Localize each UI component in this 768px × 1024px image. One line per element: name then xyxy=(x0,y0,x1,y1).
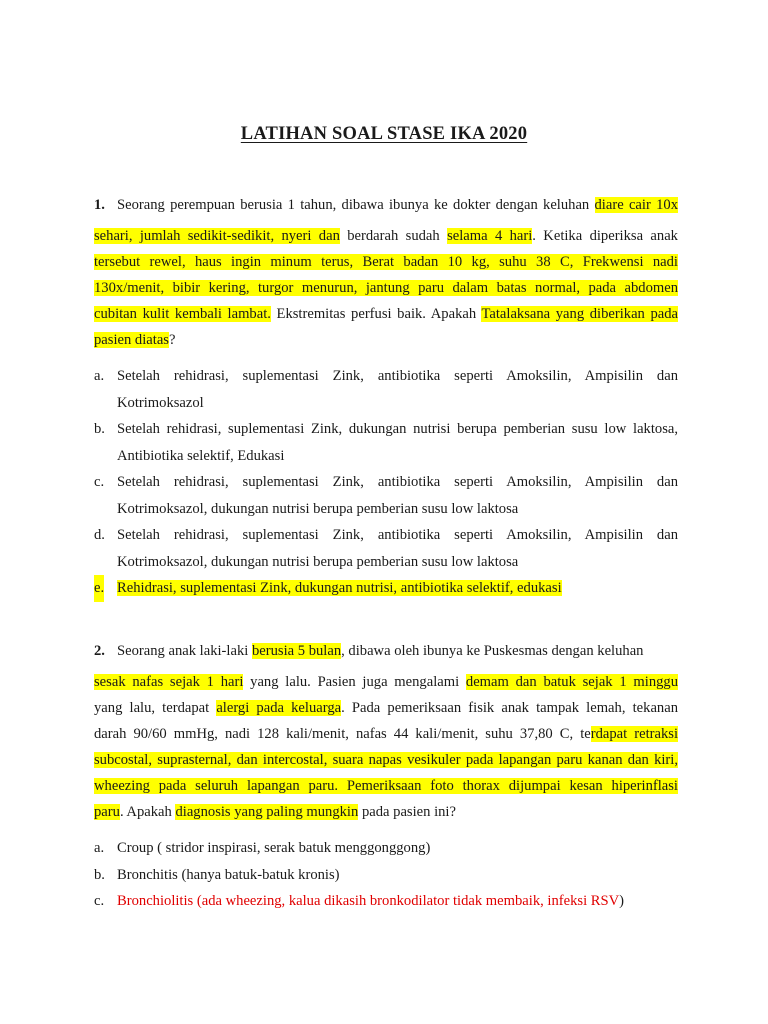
q1-highlight: tersebut rewel, haus ingin minum terus, Berat badan 10 kg, suhu 38 C, Frekwensi nadi xyxy=(94,254,678,270)
q2-highlight: sesak nafas sejak 1 hari xyxy=(94,674,244,690)
q1-line-5: cubitan kulit kembali lambat. Ekstremitas perfusi baik. Apakah Tatalaksana yang diberikan pada xyxy=(94,306,679,322)
q1-option-c[interactable]: c. Setelah rehidrasi, suplementasi Zink, antibiotika seperti Amoksilin, Ampisilin dan Kotrimoksazol, dukungan nutrisi berupa pemberian susu low laktosa xyxy=(94,474,678,517)
q1-option-e[interactable]: e. Rehidrasi, suplementasi Zink, dukungan nutrisi, antibiotika selektif, edukasi xyxy=(94,575,678,602)
q1-line-1: 1. Seorang perempuan berusia 1 tahun, dibawa ibunya ke dokter dengan keluhan diare cair 10x xyxy=(94,192,678,218)
q1-line-2: sehari, jumlah sedikit-sedikit, nyeri dan berdarah sudah selama 4 hari. Ketika diperiksa anak xyxy=(94,228,678,244)
q2-line-5 xyxy=(94,747,678,773)
q1-answer-highlight: Rehidrasi, suplementasi Zink, dukungan nutrisi, antibiotika selektif, edukasi xyxy=(117,580,562,596)
q1-highlight: diare cair 10x xyxy=(594,197,678,213)
q2-answer-red: Bronchiolitis (ada wheezing, kalua dikasih bronkodilator tidak membaik, infeksi RSV xyxy=(117,893,620,909)
q1-highlight: cubitan kulit kembali lambat. xyxy=(94,306,271,322)
q2-option-b[interactable]: b. Bronchitis (hanya batuk-batuk kronis) xyxy=(94,866,340,883)
q2-options xyxy=(94,835,678,915)
q1-line-3 xyxy=(94,249,678,275)
q2-line-3: yang lalu, terdapat alergi pada keluarga. Pada pemeriksaan fisik anak tampak lemah, tekanan xyxy=(94,700,678,716)
q2-line-1: 2. Seorang anak laki-laki berusia 5 bulan, dibawa oleh ibunya ke Puskesmas dengan keluhan xyxy=(94,638,678,664)
q1-line-6: pasien diatas? xyxy=(94,332,176,348)
q1-option-b[interactable]: b. Setelah rehidrasi, suplementasi Zink, dukungan nutrisi berupa pemberian susu low laktosa, Antibiotika selektif, Edukasi xyxy=(94,421,678,464)
q2-highlight: diagnosis yang paling mungkin xyxy=(175,804,359,820)
q2-highlight: berusia 5 bulan xyxy=(251,643,342,659)
q1-option-d[interactable]: d. Setelah rehidrasi, suplementasi Zink, antibiotika seperti Amoksilin, Ampisilin dan Kotrimoksazol, dukungan nutrisi berupa pemberian susu low laktosa xyxy=(94,527,678,570)
q2-option-c[interactable]: c. Bronchiolitis (ada wheezing, kalua dikasih bronkodilator tidak membaik, infeksi RSV) xyxy=(94,893,625,909)
q1-highlight: pasien diatas xyxy=(94,332,169,348)
question-2 xyxy=(94,638,678,825)
q2-line-4: darah 90/60 mmHg, nadi 128 kali/menit, nafas 44 kali/menit, suhu 37,80 C, terdapat retraksi xyxy=(94,726,679,742)
q2-highlight: paru xyxy=(94,804,120,820)
q2-line-2: sesak nafas sejak 1 hari yang lalu. Pasien juga mengalami demam dan batuk sejak 1 minggu xyxy=(94,674,679,690)
q2-highlight: alergi pada keluarga xyxy=(216,700,342,716)
q1-highlight: Tatalaksana yang diberikan pada xyxy=(481,306,679,322)
q2-line-7: paru. Apakah diagnosis yang paling mungkin pada pasien ini? xyxy=(94,804,456,820)
q2-highlight: rdapat retraksi xyxy=(590,726,679,742)
q1-line-4 xyxy=(94,275,678,301)
q2-highlight: subcostal, suprasternal, dan intercostal, suara napas vesikuler pada lapangan paru kanan dan kiri, xyxy=(94,752,678,768)
q1-options xyxy=(94,363,678,602)
q1-highlight: sehari, jumlah sedikit-sedikit, nyeri dan xyxy=(94,228,340,244)
q1-highlight: 130x/menit, bibir kering, turgor menurun, jantung paru dalam batas normal, pada abdomen xyxy=(94,280,678,296)
q2-highlight: wheezing pada seluruh lapangan paru. Pemeriksaan foto thorax dijumpai kesan hiperinflasi xyxy=(94,778,678,794)
q1-highlight: selama 4 hari xyxy=(447,228,533,244)
q2-option-a[interactable]: a. Croup ( stridor inspirasi, serak batuk menggonggong) xyxy=(94,840,431,856)
q2-line-6 xyxy=(94,773,678,799)
q2-number: 2. xyxy=(94,643,105,659)
q2-highlight: demam dan batuk sejak 1 minggu xyxy=(465,674,679,690)
q1-option-a[interactable]: a. Setelah rehidrasi, suplementasi Zink, antibiotika seperti Amoksilin, Ampisilin dan Kotrimoksazol xyxy=(94,368,678,411)
question-1 xyxy=(94,192,678,353)
q1-number: 1. xyxy=(94,197,105,213)
page-title: LATIHAN SOAL STASE IKA 2020 xyxy=(240,124,528,144)
